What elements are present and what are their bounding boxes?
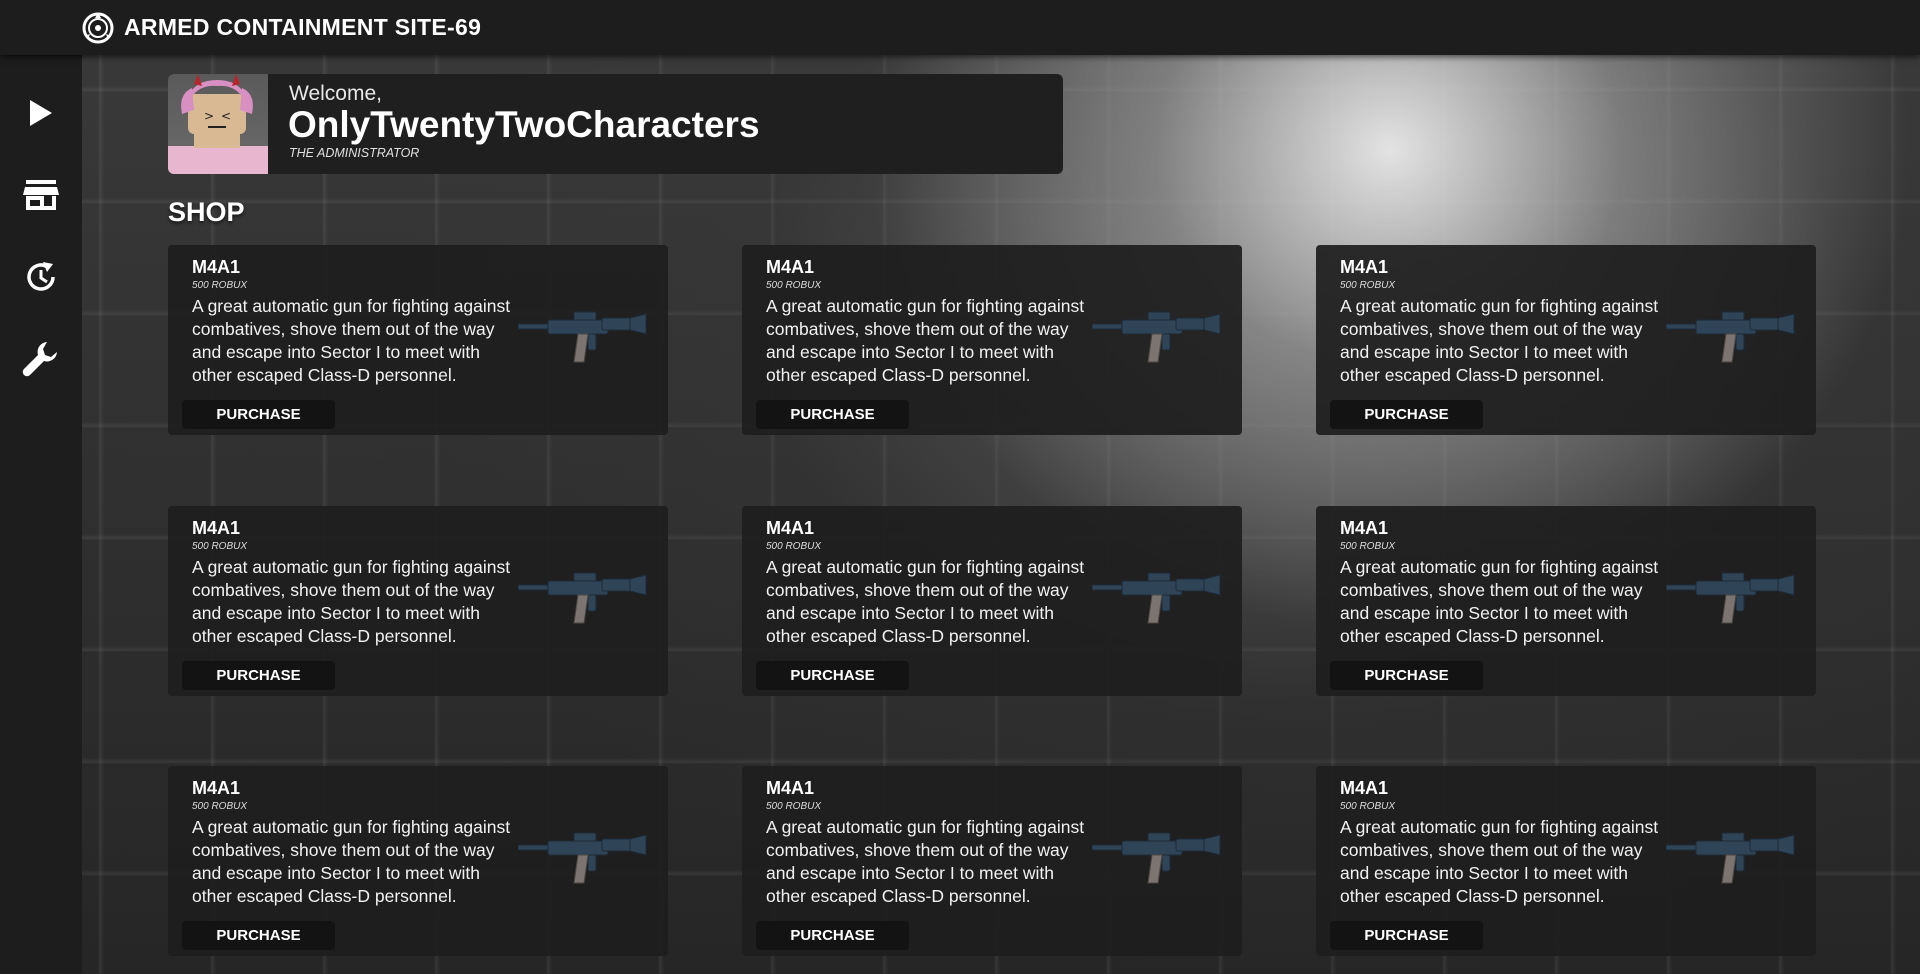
sidebar-item-history[interactable] [0, 249, 82, 309]
item-description: A great automatic gun for fighting against combatives, shove them out of the way and escape into Sector I to meet with other escaped Class-D personnel. [766, 817, 1085, 906]
history-icon [23, 259, 59, 300]
purchase-button[interactable]: PURCHASE [182, 921, 335, 950]
rifle-icon [1666, 300, 1796, 370]
shop-item-card [1316, 245, 1816, 435]
item-description: A great automatic gun for fighting against combatives, shove them out of the way and escape into Sector I to meet with other escaped Class-D personnel. [192, 817, 511, 906]
shop-item-card [168, 506, 668, 696]
purchase-button[interactable]: PURCHASE [756, 921, 909, 950]
item-description: A great automatic gun for fighting against combatives, shove them out of the way and escape into Sector I to meet with other escaped Class-D personnel. [766, 557, 1085, 646]
sidebar [0, 55, 82, 974]
item-name: M4A1 [1340, 518, 1389, 538]
avatar [168, 74, 268, 174]
item-description: A great automatic gun for fighting against combatives, shove them out of the way and escape into Sector I to meet with other escaped Class-D personnel. [192, 557, 511, 646]
item-description: A great automatic gun for fighting against combatives, shove them out of the way and escape into Sector I to meet with other escaped Class-D personnel. [1340, 817, 1659, 906]
shop-item-card [1316, 506, 1816, 696]
item-price: 500 ROBUX [766, 541, 822, 552]
item-description: A great automatic gun for fighting against combatives, shove them out of the way and escape into Sector I to meet with other escaped Class-D personnel. [192, 296, 511, 385]
shop-item-card [168, 766, 668, 956]
rifle-icon [1092, 821, 1222, 891]
rifle-icon [1666, 561, 1796, 631]
rifle-icon [518, 821, 648, 891]
purchase-button[interactable]: PURCHASE [1330, 921, 1483, 950]
purchase-button[interactable]: PURCHASE [756, 400, 909, 429]
item-name: M4A1 [766, 257, 815, 277]
item-name: M4A1 [766, 778, 815, 798]
sidebar-item-play[interactable] [0, 85, 82, 145]
item-name: M4A1 [192, 257, 241, 277]
wrench-icon [21, 339, 61, 384]
purchase-button[interactable]: PURCHASE [1330, 400, 1483, 429]
svg-text:<: < [221, 109, 232, 123]
sidebar-item-shop[interactable] [0, 167, 82, 227]
item-price: 500 ROBUX [1340, 280, 1396, 291]
item-price: 500 ROBUX [766, 280, 822, 291]
rifle-icon [1092, 300, 1222, 370]
item-name: M4A1 [1340, 257, 1389, 277]
welcome-greeting: Welcome, [289, 82, 382, 105]
top-bar [0, 0, 1920, 55]
svg-text:>: > [204, 109, 215, 123]
item-name: M4A1 [192, 778, 241, 798]
rifle-icon [518, 561, 648, 631]
shop-heading: SHOP [168, 197, 245, 227]
purchase-button[interactable]: PURCHASE [756, 661, 909, 690]
item-name: M4A1 [1340, 778, 1389, 798]
shop-item-card [742, 766, 1242, 956]
purchase-button[interactable]: PURCHASE [1330, 661, 1483, 690]
rifle-icon [518, 300, 648, 370]
item-price: 500 ROBUX [766, 801, 822, 812]
rifle-icon [1092, 561, 1222, 631]
purchase-button[interactable]: PURCHASE [182, 400, 335, 429]
username: OnlyTwentyTwoCharacters [288, 104, 760, 145]
rifle-icon [1666, 821, 1796, 891]
sidebar-item-settings[interactable] [0, 331, 82, 391]
item-price: 500 ROBUX [1340, 541, 1396, 552]
purchase-button[interactable]: PURCHASE [182, 661, 335, 690]
item-description: A great automatic gun for fighting against combatives, shove them out of the way and escape into Sector I to meet with other escaped Class-D personnel. [1340, 557, 1659, 646]
item-price: 500 ROBUX [192, 541, 248, 552]
scp-logo-icon [82, 12, 114, 44]
item-price: 500 ROBUX [1340, 801, 1396, 812]
shop-item-card [742, 506, 1242, 696]
item-price: 500 ROBUX [192, 801, 248, 812]
item-name: M4A1 [766, 518, 815, 538]
item-name: M4A1 [192, 518, 241, 538]
user-role: THE ADMINISTRATOR [289, 146, 420, 160]
welcome-card [168, 74, 1063, 174]
item-description: A great automatic gun for fighting against combatives, shove them out of the way and escape into Sector I to meet with other escaped Class-D personnel. [766, 296, 1085, 385]
shop-item-card [1316, 766, 1816, 956]
site-title: ARMED CONTAINMENT SITE-69 [124, 14, 482, 40]
play-icon [27, 98, 55, 133]
item-price: 500 ROBUX [192, 280, 248, 291]
item-description: A great automatic gun for fighting against combatives, shove them out of the way and escape into Sector I to meet with other escaped Class-D personnel. [1340, 296, 1659, 385]
shop-item-card [168, 245, 668, 435]
store-icon [23, 179, 59, 216]
shop-item-card [742, 245, 1242, 435]
